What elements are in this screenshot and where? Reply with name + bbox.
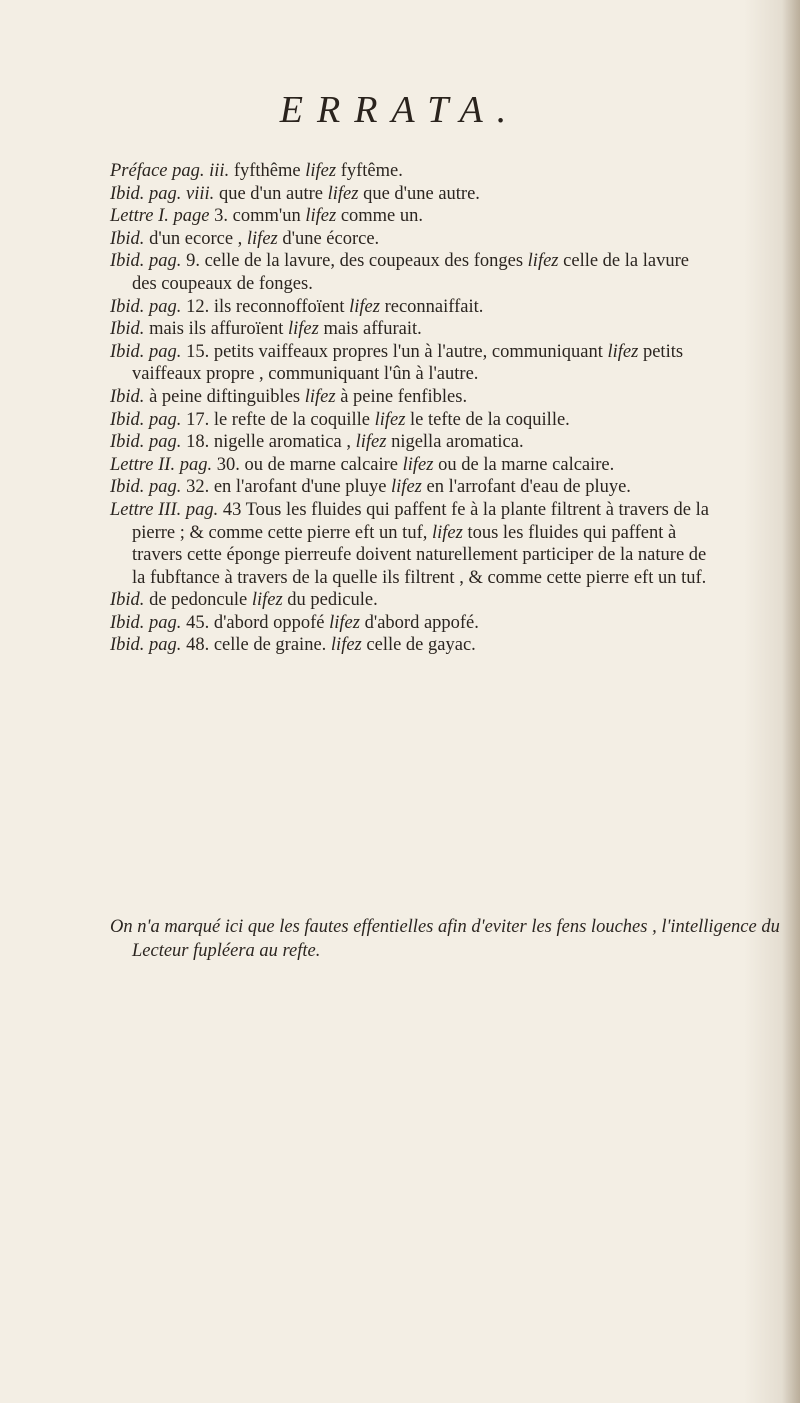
entry-wrong: que d'un autre [218,183,323,204]
entry-reference: Préface pag. iii. [110,161,230,181]
entry-wrong: 45. d'abord oppofé [186,612,325,633]
errata-entry [110,341,710,386]
entry-reference: Ibid. pag. [110,635,182,656]
errata-entry [110,589,710,612]
entry-wrong: 32. en l'arofant d'une pluye [186,477,387,498]
entry-reference: Ibid. [110,319,145,340]
entry-wrong: fyfthême [233,161,301,181]
entry-lisez: lifez [305,206,337,227]
errata-entry [110,160,710,183]
entry-right: que d'une autre. [363,183,480,204]
entry-lisez: lifez [527,251,559,272]
entry-wrong: de pedoncule [149,590,248,611]
entry-reference: Ibid. [110,228,145,249]
entry-right: fyftême. [340,161,403,181]
entry-wrong: 3. comm'un [214,206,301,227]
entry-lisez: lifez [355,432,387,453]
entry-reference: Ibid. pag. [110,409,182,430]
entry-right: en l'arrofant d'eau de pluye. [426,477,631,498]
entry-right: comme un. [340,206,424,227]
entry-lisez: lifez [402,454,434,475]
entry-reference: Ibid. pag. [110,612,182,633]
entry-reference: Ibid. pag. [110,296,182,317]
errata-entry [110,250,710,295]
entry-wrong: 18. nigelle aromatica , [186,432,351,453]
page-title: ERRATA. [279,89,521,131]
entry-lisez: lifez [246,228,278,249]
entry-lisez: lifez [327,183,359,204]
errata-entry [110,612,710,635]
errata-note: On n'a marqué ici que les fautes effentielles afin d'eviter les fens louches , l'intelligence du Lecteur fupléera au refte. [110,917,780,961]
entry-lisez: lifez [330,635,362,656]
entry-reference: Ibid. [110,386,145,407]
entry-lisez: lifez [329,612,360,633]
entry-wrong: 17. le refte de la coquille [186,409,370,430]
entry-right: à peine fenfibles. [340,386,468,407]
entry-lisez: lifez [251,590,283,611]
entry-wrong: 9. celle de la lavure, des coupeaux des fonges [186,251,524,272]
errata-entry [110,499,710,589]
errata-list [110,160,710,657]
entry-right: le tefte de la coquille. [410,409,570,430]
entry-lisez: lifez [607,341,639,362]
entry-wrong: 48. celle de graine. [186,635,327,656]
entry-reference: Ibid. [110,590,145,611]
entry-lisez: lifez [374,409,406,430]
errata-entry [110,318,710,341]
entry-wrong: d'un ecorce , [149,228,243,249]
entry-right: d'abord appofé. [364,612,479,633]
entry-reference: Ibid. pag. [110,341,182,362]
errata-entry [110,476,710,499]
entry-wrong: 43 Tous les fluides qui paffent fe à la plante filtrent à travers de la pierre ; & comme cette pierre eft un tuf, [132,499,709,543]
entry-reference: Lettre III. pag. [110,499,219,520]
entry-right: celle de gayac. [366,635,476,656]
entry-right: reconnaiffait. [384,296,484,317]
entry-reference: Lettre II. pag. [110,454,213,475]
errata-entry [110,454,710,477]
entry-lisez: lifez [349,296,380,317]
errata-entry [110,228,710,251]
entry-lisez: lifez [431,522,463,543]
entry-right: d'une écorce. [282,228,380,249]
entry-wrong: à peine diftinguibles [149,386,301,407]
entry-reference: Ibid. pag. [110,432,182,453]
entry-wrong: mais ils affuroïent [149,319,284,340]
errata-entry [110,634,710,657]
errata-entry [110,183,710,206]
entry-lisez: lifez [287,319,319,340]
entry-right: nigella aromatica. [391,432,524,453]
errata-entry [110,386,710,409]
entry-lisez: lifez [391,477,422,498]
errata-entry [110,205,710,228]
errata-entry [110,431,710,454]
entry-right: petits vaiffeaux propre , communiquant l'ûn à l'autre. [132,341,684,385]
entry-reference: Ibid. pag. viii. [110,183,215,204]
entry-reference: Ibid. pag. [110,477,182,498]
entry-wrong: 15. petits vaiffeaux propres l'un à l'autre, communiquant [186,341,603,362]
entry-lisez: lifez [305,161,337,181]
entry-wrong: 30. ou de marne calcaire [216,454,399,475]
entry-right: celle de la lavure des coupeaux de fonges. [132,251,689,294]
entry-right: du pedicule. [287,590,378,611]
entry-reference: Ibid. pag. [110,251,182,272]
errata-entry [110,409,710,432]
binding-edge [782,0,800,1403]
entry-right: ou de la marne calcaire. [438,454,615,475]
entry-right: mais affurait. [323,319,422,340]
entry-reference: Lettre I. page [110,206,210,227]
entry-wrong: 12. ils reconnoffoïent [186,296,345,317]
entry-lisez: lifez [304,386,336,407]
entry-right: tous les fluides qui paffent à travers cette éponge pierreufe doivent naturellement participer de la nature de la fubftance à travers de la quelle ils filtrent , & comme cette pierre eft un tuf. [132,522,707,588]
errata-entry [110,296,710,319]
